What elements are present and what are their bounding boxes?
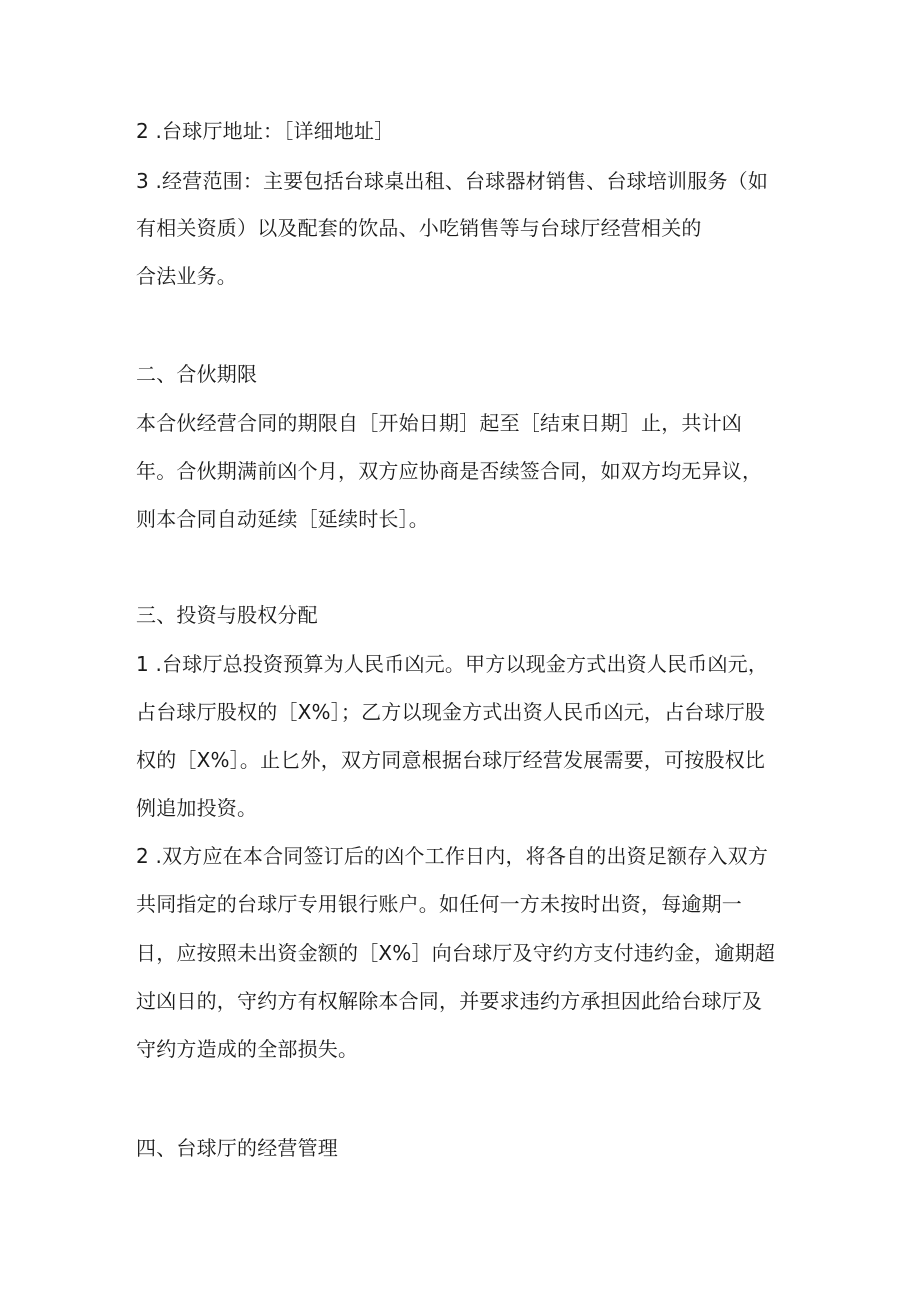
section-heading-term: 二、合伙期限 — [136, 362, 258, 386]
investment-clause-2-line-2: 共同指定的台球厅专用银行账户。如任何一方未按时出资，每逾期一 — [136, 892, 742, 916]
term-line-2: 年。合伙期满前凶个月，双方应协商是否续签合同，如双方均无异议， — [136, 459, 763, 483]
clause-scope-line-1: 3 .经营范围：主要包括台球桌出租、台球器材销售、台球培训服务（如 — [136, 169, 769, 193]
investment-clause-2-line-3: 日，应按照未出资金额的［X%］向台球厅及守约方支付违约金，逾期超 — [136, 941, 776, 965]
section-heading-management: 四、台球厅的经营管理 — [136, 1136, 338, 1160]
investment-clause-1-line-3: 权的［X%］。止匕外，双方同意根据台球厅经营发展需要，可按股权比 — [136, 748, 766, 772]
term-line-3: 则本合同自动延续［延续时长］。 — [136, 507, 429, 531]
investment-clause-1-line-1: 1 .台球厅总投资预算为人民币凶元。甲方以现金方式出资人民币凶元， — [136, 652, 769, 676]
investment-clause-1-line-2: 占台球厅股权的［X%］；乙方以现金方式出资人民币凶元，占台球厅股 — [136, 700, 766, 724]
investment-clause-2-line-1: 2 .双方应在本合同签订后的凶个工作日内，将各自的出资足额存入双方 — [136, 844, 769, 868]
clause-scope-line-3: 合法业务。 — [136, 264, 237, 288]
term-line-1: 本合伙经营合同的期限自［开始日期］起至［结束日期］止，共计凶 — [136, 411, 742, 435]
section-heading-investment: 三、投资与股权分配 — [136, 603, 318, 627]
investment-clause-2-line-4: 过凶日的，守约方有权解除本合同，并要求违约方承担因此给台球厅及 — [136, 989, 763, 1013]
clause-address: 2 .台球厅地址：［详细地址］ — [136, 119, 395, 143]
investment-clause-2-line-5: 守约方造成的全部损失。 — [136, 1037, 359, 1061]
investment-clause-1-line-4: 例追加投资。 — [136, 796, 258, 820]
clause-scope-line-2: 有相关资质）以及配套的饮品、小吃销售等与台球厅经营相关的 — [136, 216, 702, 240]
